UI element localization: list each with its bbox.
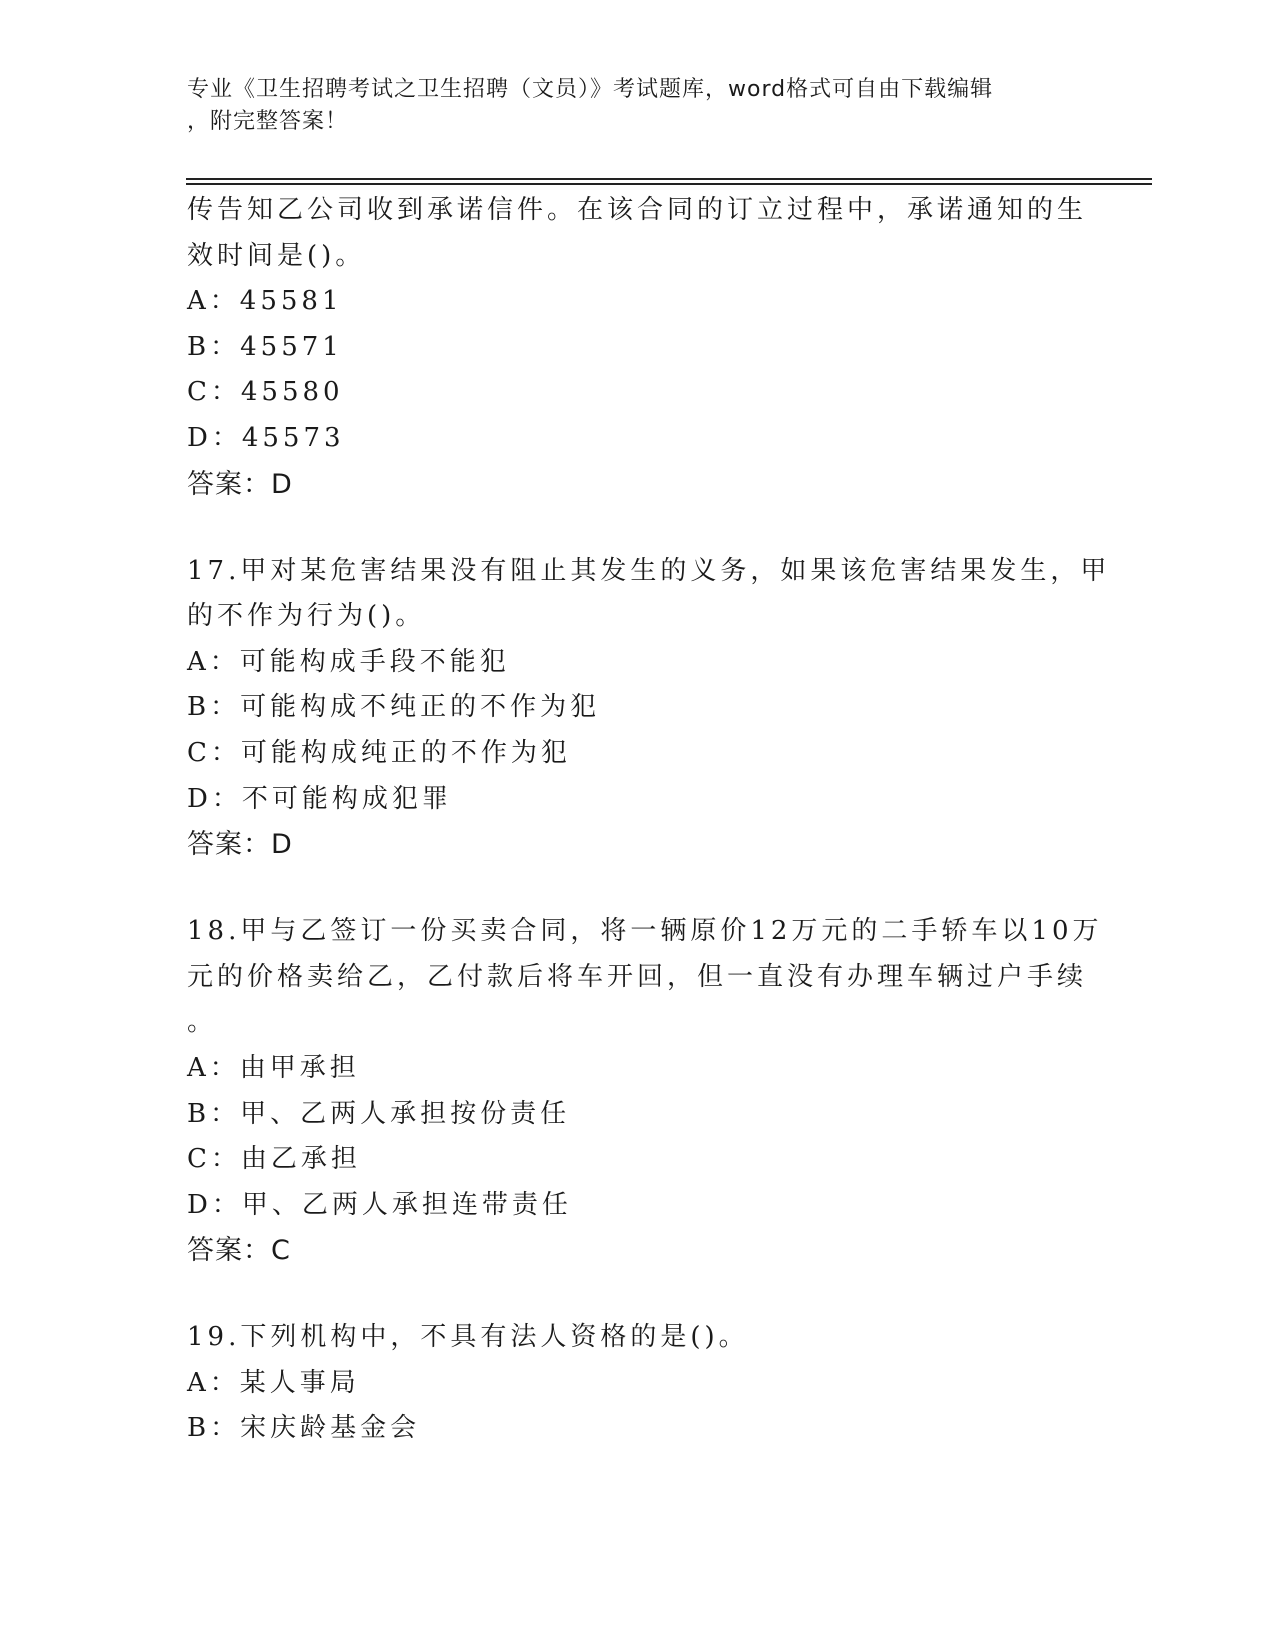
option-c: C：45580 [187, 377, 344, 408]
option-b: B：可能构成不纯正的不作为犯 [187, 692, 601, 723]
header-line-2: ，附完整答案！ [187, 109, 349, 134]
question-18 [187, 909, 1103, 1273]
question-16 [187, 188, 1087, 507]
question-spacer [187, 507, 1087, 549]
option-c: C：由乙承担 [187, 1144, 361, 1175]
header-divider-top [186, 178, 1152, 180]
answer-line: 答案：D [187, 468, 293, 500]
question-17 [187, 549, 1111, 868]
option-c: C：可能构成纯正的不作为犯 [187, 737, 571, 768]
question-stem-line: 18.甲与乙签订一份买卖合同，将一辆原价12万元的二手轿车以10万 [187, 916, 1103, 947]
question-stem-line: 17.甲对某危害结果没有阻止其发生的义务，如果该危害结果发生，甲 [187, 555, 1111, 586]
option-b: B：甲、乙两人承担按份责任 [187, 1098, 571, 1129]
question-stem-line: 的不作为行为()。 [187, 601, 426, 632]
option-a: A：可能构成手段不能犯 [187, 646, 510, 677]
option-b: B：45571 [187, 331, 343, 362]
option-a: A：由甲承担 [187, 1052, 360, 1083]
question-spacer [187, 1273, 1087, 1315]
question-spacer [187, 867, 1087, 909]
option-d: D：甲、乙两人承担连带责任 [187, 1189, 572, 1220]
document-header [187, 74, 1067, 138]
question-stem-line: 元的价格卖给乙，乙付款后将车开回，但一直没有办理车辆过户手续 [187, 961, 1088, 992]
header-divider-bottom [186, 183, 1152, 185]
header-line-1: 专业《卫生招聘考试之卫生招聘（文员）》考试题库，word格式可自由下载编辑 [187, 77, 994, 102]
question-19 [187, 1315, 1087, 1452]
question-stem-line: 效时间是()。 [187, 240, 366, 271]
answer-line: 答案：D [187, 829, 293, 861]
question-stem-line: 。 [187, 1007, 218, 1038]
question-stem-line: 19.下列机构中，不具有法人资格的是()。 [187, 1322, 749, 1353]
question-content [187, 188, 1111, 1452]
option-d: D：不可能构成犯罪 [187, 783, 452, 814]
option-d: D：45573 [187, 422, 345, 453]
answer-line: 答案：C [187, 1235, 291, 1267]
question-stem-line: 传告知乙公司收到承诺信件。在该合同的订立过程中，承诺通知的生 [187, 195, 1088, 225]
option-b: B：宋庆龄基金会 [187, 1413, 421, 1444]
option-a: A：45581 [187, 286, 343, 317]
option-a: A：某人事局 [187, 1367, 360, 1398]
